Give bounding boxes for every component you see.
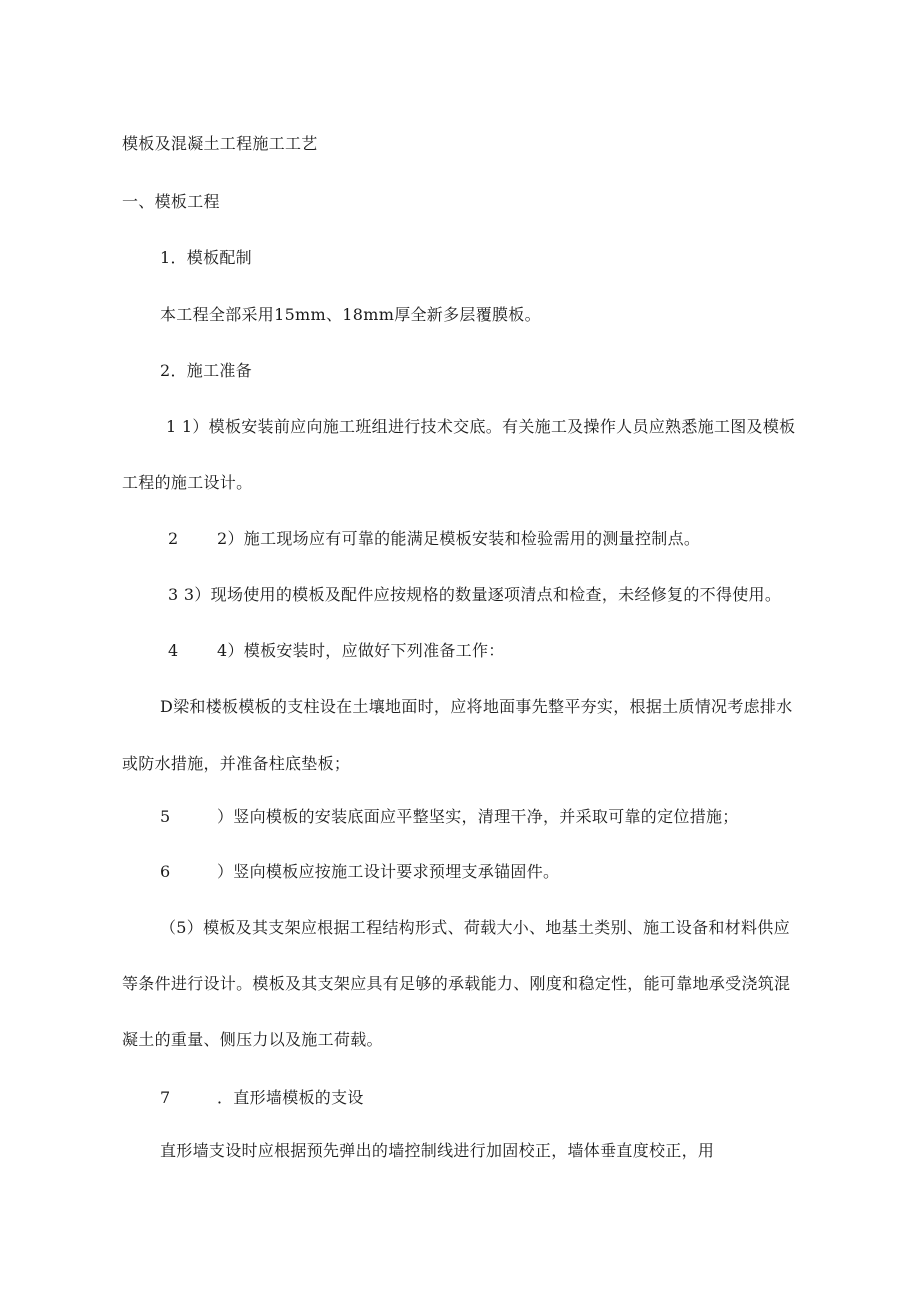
item-heading-formwork-fabrication: 1．模板配制 — [160, 248, 252, 267]
paragraph-straight-wall-line-1: 直形墙支设时应根据预先弹出的墙控制线进行加固校正，墙体垂直度校正，用 — [160, 1141, 715, 1160]
paragraph-formwork-material: 本工程全部采用15mm、18mm厚全新多层覆膜板。 — [160, 305, 541, 324]
paragraph-prep-1-line-1: 1 1）模板安装前应向施工班组进行技术交底。有关施工及操作人员应熟悉施工图及模板 — [166, 417, 796, 436]
paragraph-prep-4-number: 4 — [168, 641, 179, 660]
paragraph-prep-7-text: ）竖向模板应按施工设计要求预埋支承锚固件。 — [217, 862, 560, 881]
item-heading-straight-wall-formwork: ．直形墙模板的支设 — [217, 1088, 364, 1107]
paragraph-prep-2-text: 2）施工现场应有可靠的能满足模板安装和检验需用的测量控制点。 — [217, 529, 701, 548]
document-title: 模板及混凝土工程施工工艺 — [122, 134, 318, 153]
paragraph-prep-6-number: 5 — [160, 807, 171, 826]
paragraph-prep-3: 3 3）现场使用的模板及配件应按规格的数量逐项清点和检查，未经修复的不得使用。 — [168, 585, 782, 604]
paragraph-prep-2-number: 2 — [168, 529, 179, 548]
paragraph-prep-5-line-1: D梁和楼板模板的支柱设在土壤地面时，应将地面事先整平夯实，根据土质情况考虑排水 — [160, 697, 793, 716]
paragraph-prep-7-number: 6 — [160, 862, 171, 881]
paragraph-formwork-design-line-3: 凝土的重量、侧压力以及施工荷载。 — [122, 1030, 383, 1049]
section-heading-formwork: 一、模板工程 — [122, 192, 220, 211]
paragraph-prep-6-text: ）竖向模板的安装底面应平整坚实，清理干净，并采取可靠的定位措施； — [217, 807, 739, 826]
paragraph-prep-5-line-2: 或防水措施，并准备柱底垫板； — [122, 754, 351, 773]
paragraph-prep-1-line-2: 工程的施工设计。 — [122, 473, 253, 492]
item-heading-7-number: 7 — [160, 1088, 171, 1107]
paragraph-prep-4-text: 4）模板安装时，应做好下列准备工作： — [217, 641, 505, 660]
item-heading-construction-prep: 2．施工准备 — [160, 361, 252, 380]
paragraph-formwork-design-line-2: 等条件进行设计。模板及其支架应具有足够的承载能力、刚度和稳定性，能可靠地承受浇筑混 — [122, 974, 791, 993]
paragraph-formwork-design-line-1: （5）模板及其支架应根据工程结构形式、荷载大小、地基土类别、施工设备和材料供应 — [160, 918, 790, 937]
